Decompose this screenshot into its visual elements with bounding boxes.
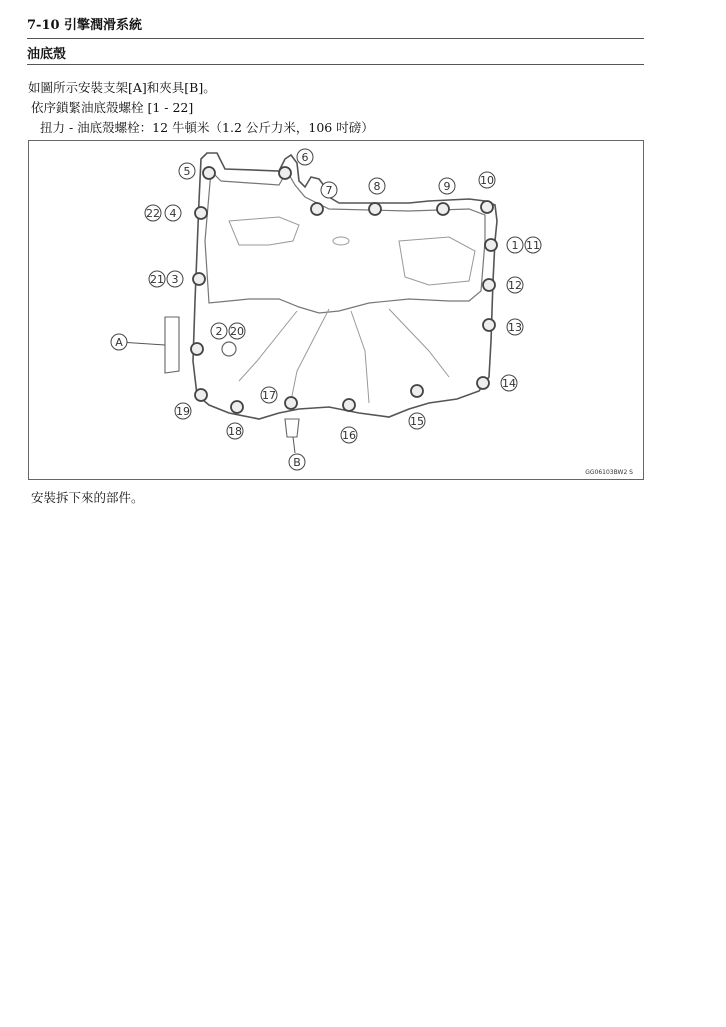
- callout-a: A: [115, 336, 123, 349]
- callout-b: B: [293, 456, 301, 469]
- sump-rib: [239, 311, 297, 381]
- section-title: 油底殼: [27, 47, 67, 62]
- figure-code: GG06103BW2 S: [585, 469, 633, 476]
- instruction-line-4: 安裝拆下來的部件。: [31, 490, 144, 505]
- instruction-line-1: 如圖所示安裝支架[A]和夾具[B]。: [28, 80, 216, 95]
- oil-pan-diagram: [28, 140, 644, 480]
- sump-rib: [291, 309, 329, 401]
- callout-15: 15: [410, 415, 424, 428]
- callout-9: 9: [443, 180, 451, 193]
- callout-2: 2: [215, 325, 223, 338]
- bracket-a: [165, 317, 179, 373]
- sump-rib: [351, 311, 369, 403]
- washer-ring: [222, 342, 236, 356]
- drain-boss: [333, 237, 349, 245]
- callout-8: 8: [373, 180, 381, 193]
- callout-14: 14: [502, 377, 516, 390]
- clamp-b: [285, 419, 299, 437]
- callout-21: 21: [150, 273, 164, 286]
- section-divider: [27, 64, 644, 65]
- torque-spec-line: 扭力 - 油底殼螺栓：12 牛頓米（1.2 公斤力米，106 吋磅）: [40, 120, 374, 135]
- callout-12: 12: [508, 279, 522, 292]
- leader-line: [293, 437, 295, 453]
- instruction-line-2: 依序鎖緊油底殼螺栓 [1 - 22]: [31, 100, 194, 115]
- callout-7: 7: [325, 184, 333, 197]
- sump-rib: [399, 237, 475, 285]
- callout-22: 22: [146, 207, 160, 220]
- callout-5: 5: [183, 165, 191, 178]
- callout-20: 20: [230, 325, 244, 338]
- callout-19: 19: [176, 405, 190, 418]
- callout-11: 11: [526, 239, 540, 252]
- callout-circles: [111, 149, 541, 470]
- chapter-header: 7-10 引擎潤滑系統: [27, 18, 143, 33]
- oil-pan-drawing: [29, 141, 643, 479]
- callout-1: 1: [511, 239, 519, 252]
- sump-rib: [389, 309, 449, 377]
- callout-16: 16: [342, 429, 356, 442]
- callout-10: 10: [480, 174, 494, 187]
- callout-6: 6: [301, 151, 309, 164]
- callout-13: 13: [508, 321, 522, 334]
- header-divider: [27, 38, 644, 39]
- bolt-heads: [191, 167, 497, 413]
- callout-17: 17: [262, 389, 276, 402]
- callout-3: 3: [171, 273, 179, 286]
- callout-18: 18: [228, 425, 242, 438]
- sump-rib: [229, 217, 299, 245]
- callout-4: 4: [169, 207, 177, 220]
